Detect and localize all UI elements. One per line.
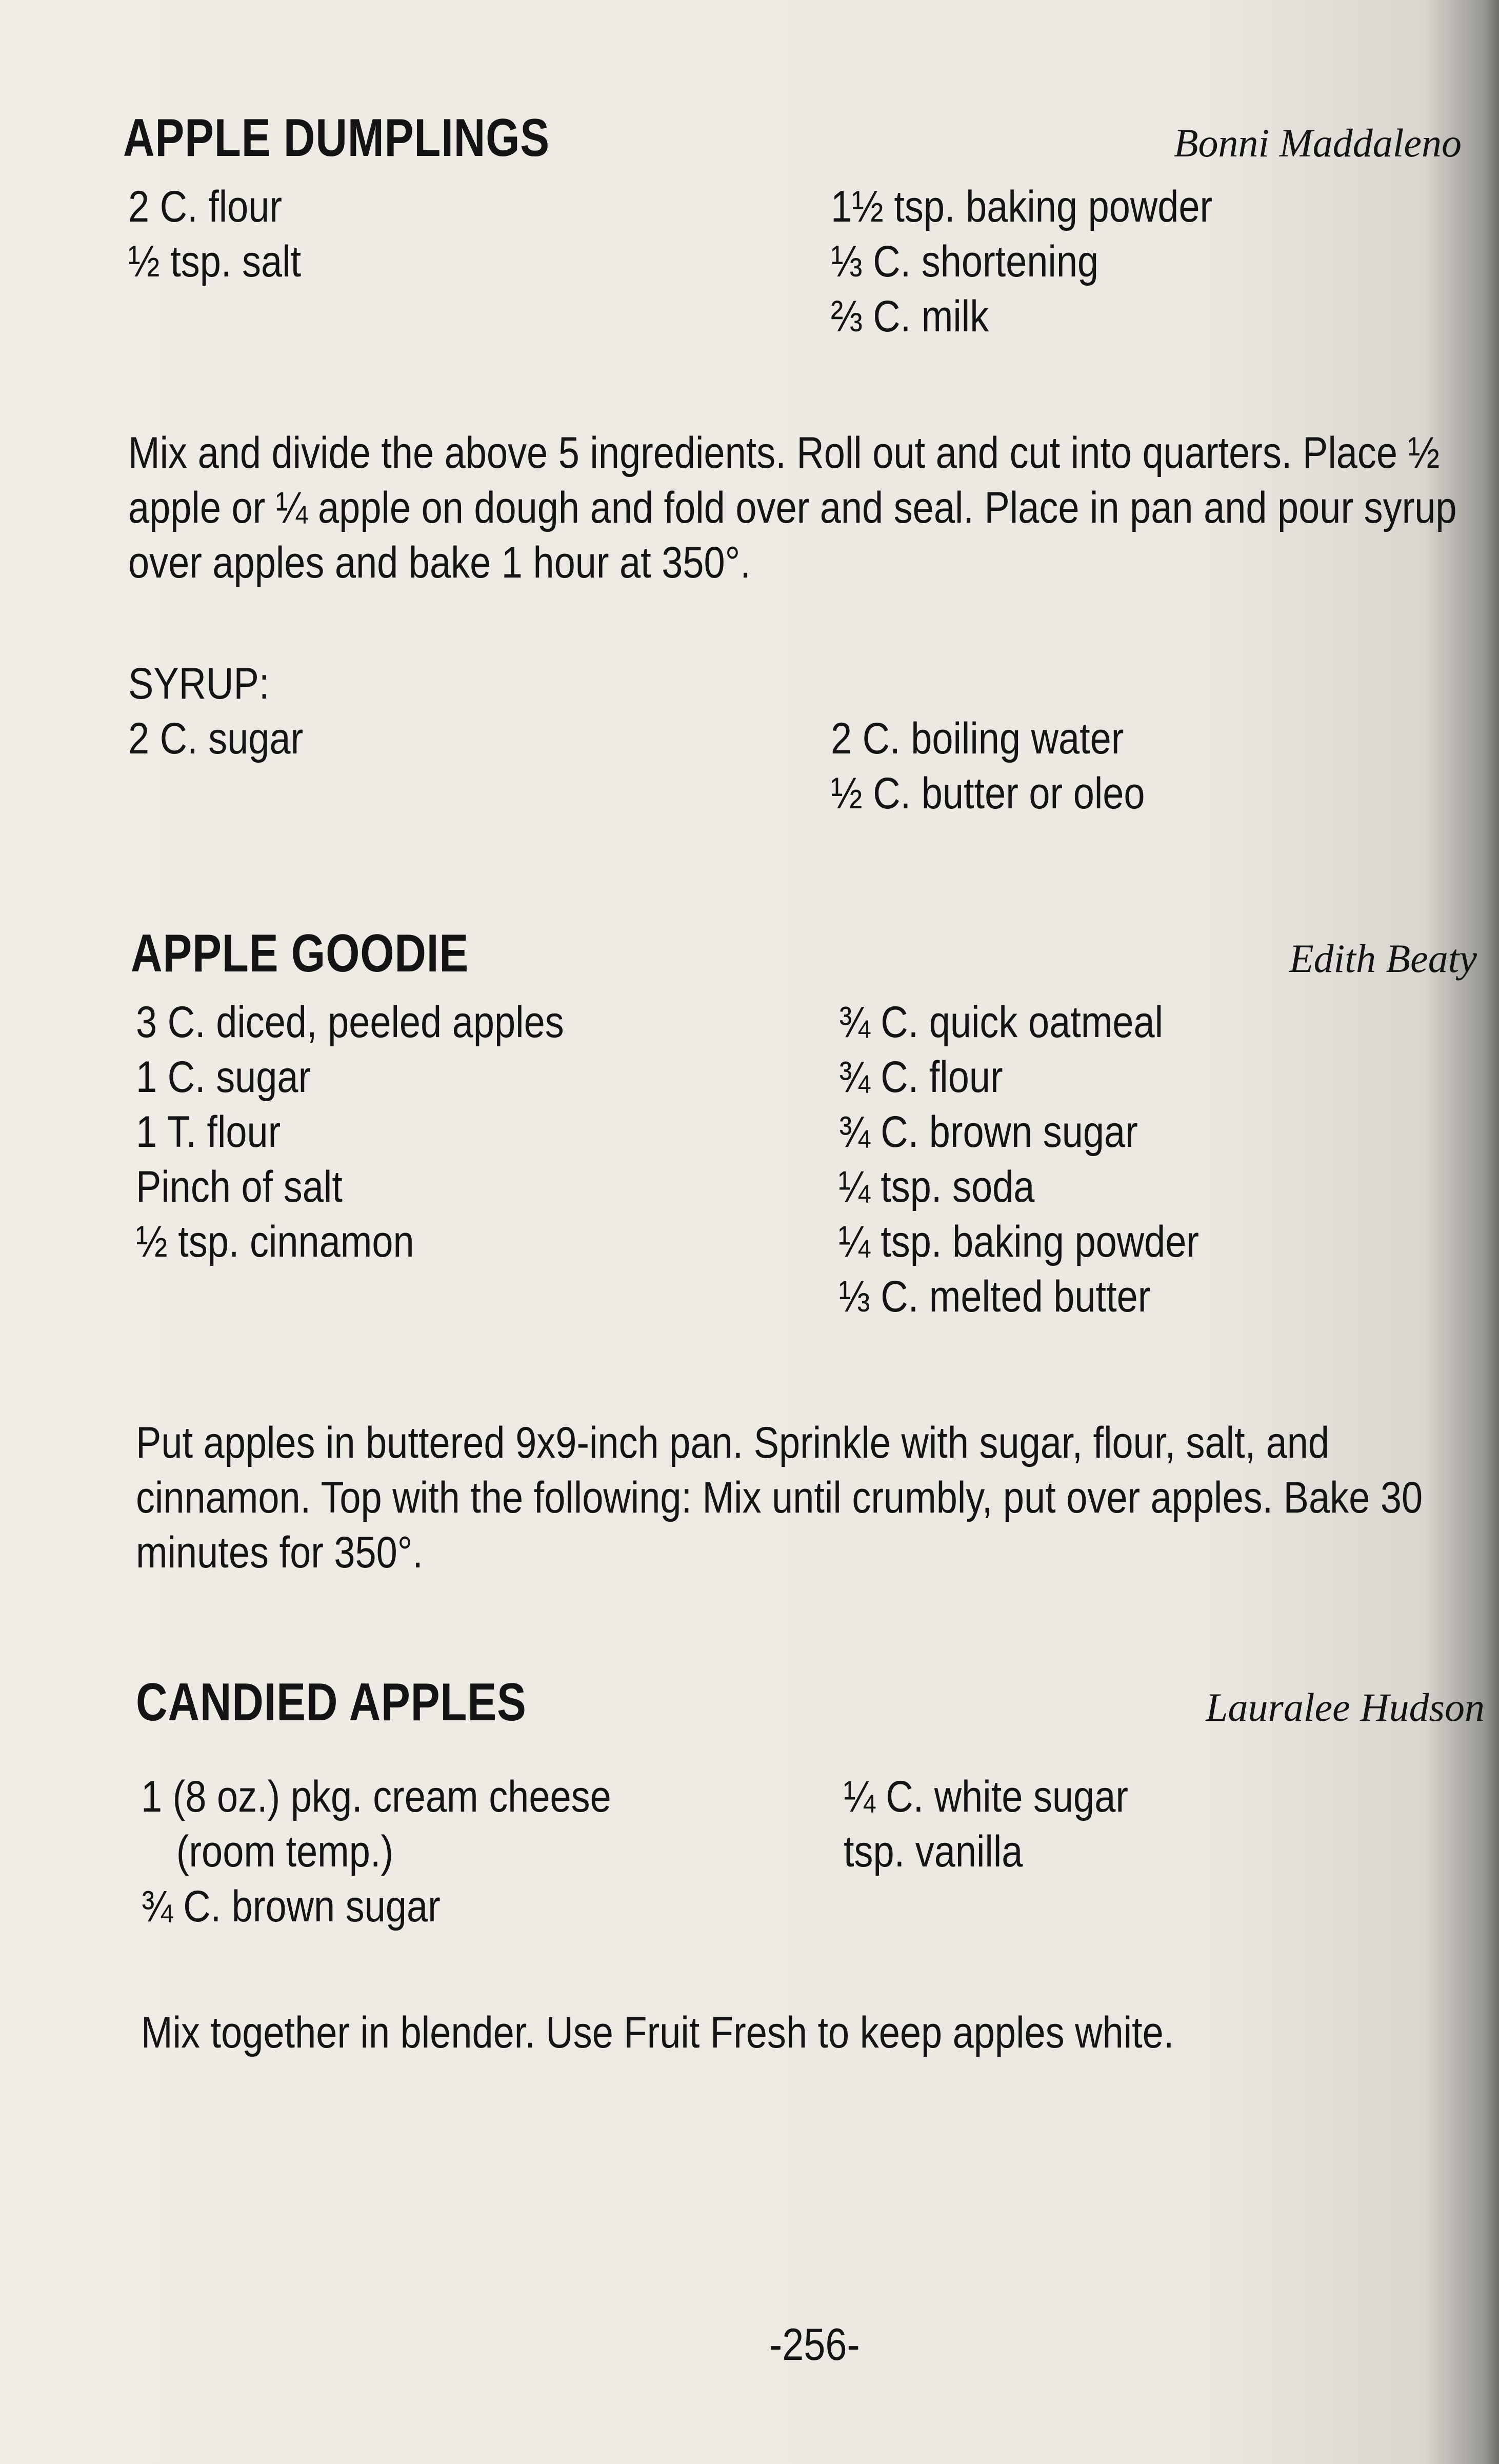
recipe-header — [131, 923, 1477, 1000]
recipe-directions: Put apples in buttered 9x9-inch pan. Sprinkle with sugar, flour, salt, and cinnamon. Top with the following: Mix until crumbly, put over apples. Bake 30 minutes for 350°. — [136, 1418, 1423, 1577]
page-number: -256- — [769, 2319, 860, 2370]
ingredient: 1 T. flour — [136, 1107, 281, 1157]
recipe-header — [136, 1672, 1485, 1749]
ingredients-left-column — [128, 180, 329, 289]
ingredient: 1 (8 oz.) pkg. cream cheese — [141, 1772, 611, 1821]
ingredients-right-column — [838, 995, 1258, 1324]
ingredients-right-column — [844, 1770, 1174, 1879]
ingredient-list — [136, 1770, 1485, 1944]
ingredient: ½ C. butter or oleo — [831, 769, 1145, 818]
ingredient: 2 C. sugar — [128, 714, 304, 763]
recipe-directions: Mix and divide the above 5 ingredients. Roll out and cut into quarters. Place ½ apple or ¼ apple on dough and fold over and seal. Place in pan and pour syrup over apples and bake 1 hour at 350°. — [128, 428, 1457, 587]
ingredient: 2 C. flour — [128, 182, 283, 231]
ingredient: 2 C. boiling water — [831, 714, 1124, 763]
ingredient: ⅓ C. melted butter — [838, 1272, 1151, 1321]
recipe-apple-dumplings — [123, 108, 1462, 818]
ingredient: (room temp.) — [176, 1827, 394, 1876]
syrup-ingredients-left — [128, 711, 332, 766]
ingredient: tsp. vanilla — [844, 1827, 1023, 1876]
ingredient-list — [131, 995, 1477, 1334]
ingredients-left-column — [136, 995, 634, 1269]
ingredient: 3 C. diced, peeled apples — [136, 998, 564, 1047]
ingredient: ¾ C. brown sugar — [838, 1107, 1138, 1157]
recipe-title: CANDIED APPLES — [136, 1673, 527, 1732]
ingredient: ¾ C. flour — [838, 1052, 1003, 1102]
syrup-ingredients-right — [831, 711, 1196, 821]
ingredient: ¾ C. brown sugar — [141, 1882, 441, 1931]
ingredient: ½ tsp. salt — [128, 237, 302, 286]
recipe-author: Lauralee Hudson — [1206, 1685, 1485, 1730]
ingredient: ¼ tsp. soda — [838, 1162, 1035, 1211]
ingredient: ¼ tsp. baking powder — [838, 1217, 1200, 1266]
recipe-title: APPLE DUMPLINGS — [123, 108, 550, 168]
ingredient: 1 C. sugar — [136, 1052, 311, 1102]
ingredient-list — [123, 180, 1456, 354]
ingredient: Pinch of salt — [136, 1162, 343, 1211]
syrup-heading: SYRUP: — [128, 659, 270, 708]
ingredients-left-column — [141, 1770, 688, 1934]
recipe-candied-apples — [136, 1672, 1485, 2057]
recipe-directions: Mix together in blender. Use Fruit Fresh to keep apples white. — [141, 2008, 1174, 2057]
recipe-header — [123, 108, 1462, 185]
ingredient: ¼ C. white sugar — [844, 1772, 1128, 1821]
ingredients-right-column — [831, 180, 1274, 344]
ingredient: ¾ C. quick oatmeal — [838, 998, 1164, 1047]
ingredient: ⅔ C. milk — [831, 292, 989, 341]
recipe-author: Edith Beaty — [1289, 936, 1477, 981]
ingredient: ⅓ C. shortening — [831, 237, 1099, 286]
recipe-apple-goodie — [131, 923, 1477, 1577]
ingredient: ½ tsp. cinnamon — [136, 1217, 414, 1266]
ingredient: 1½ tsp. baking powder — [831, 182, 1213, 231]
recipe-title: APPLE GOODIE — [131, 924, 469, 983]
recipe-author: Bonni Maddaleno — [1173, 121, 1462, 165]
